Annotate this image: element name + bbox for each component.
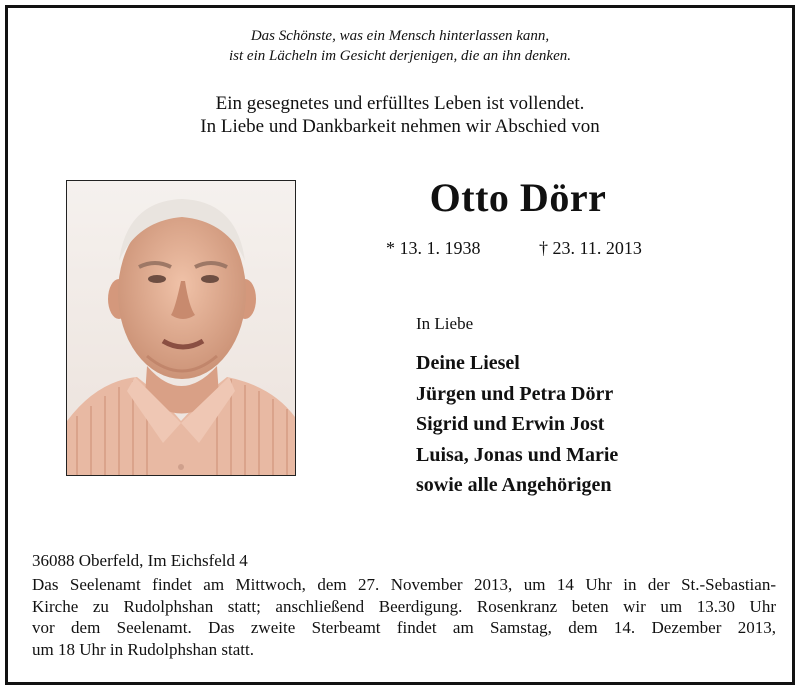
family-address: 36088 Oberfeld, Im Eichsfeld 4: [32, 551, 248, 570]
mourner-name: Deine Liesel: [416, 352, 520, 374]
notice-line: um 18 Uhr in Rudolphshan statt.: [32, 639, 254, 659]
quote-line-1: Das Schönste, was ein Mensch hinterlassen kann,: [250, 28, 550, 44]
deceased-name: Otto Dörr: [429, 175, 607, 220]
intro-line-2: In Liebe und Dankbarkeit nehmen wir Abschied von: [200, 116, 600, 137]
notice-line: vor dem Seelenamt. Das zweite Sterbeamt findet am Samstag, dem 14. Dezember 2013,: [32, 618, 776, 637]
service-notice: [32, 574, 776, 660]
notice-line: Kirche zu Rudolphshan statt; anschließend Beerdigung. Rosenkranz beten wir um 13.30 Uhr: [32, 596, 776, 616]
mourners-list: [416, 348, 618, 501]
notice-line: Das Seelenamt findet am Mittwoch, dem 27. November 2013, um 14 Uhr in der St.-Sebastian-: [32, 575, 776, 594]
death-date: † 23. 11. 2013: [539, 238, 642, 258]
mourner-name: Luisa, Jonas und Marie: [416, 443, 619, 466]
portrait-photo: [66, 180, 296, 476]
quote-line-2: ist ein Lächeln im Gesicht derjenigen, die an ihn denken.: [228, 48, 571, 64]
mourner-name: Jürgen und Petra Dörr: [416, 382, 614, 405]
mourner-name: Sigrid und Erwin Jost: [416, 413, 605, 435]
obituary-frame: [5, 5, 795, 685]
birth-date: * 13. 1. 1938: [386, 238, 481, 258]
portrait-illustration: [67, 181, 295, 475]
mourners-intro: In Liebe: [416, 314, 474, 333]
intro-line-1: Ein gesegnetes und erfülltes Leben ist vollendet.: [215, 93, 585, 114]
memorial-quote: [8, 26, 792, 66]
mourner-name: sowie alle Angehörigen: [416, 474, 612, 496]
intro-text: [8, 92, 792, 138]
